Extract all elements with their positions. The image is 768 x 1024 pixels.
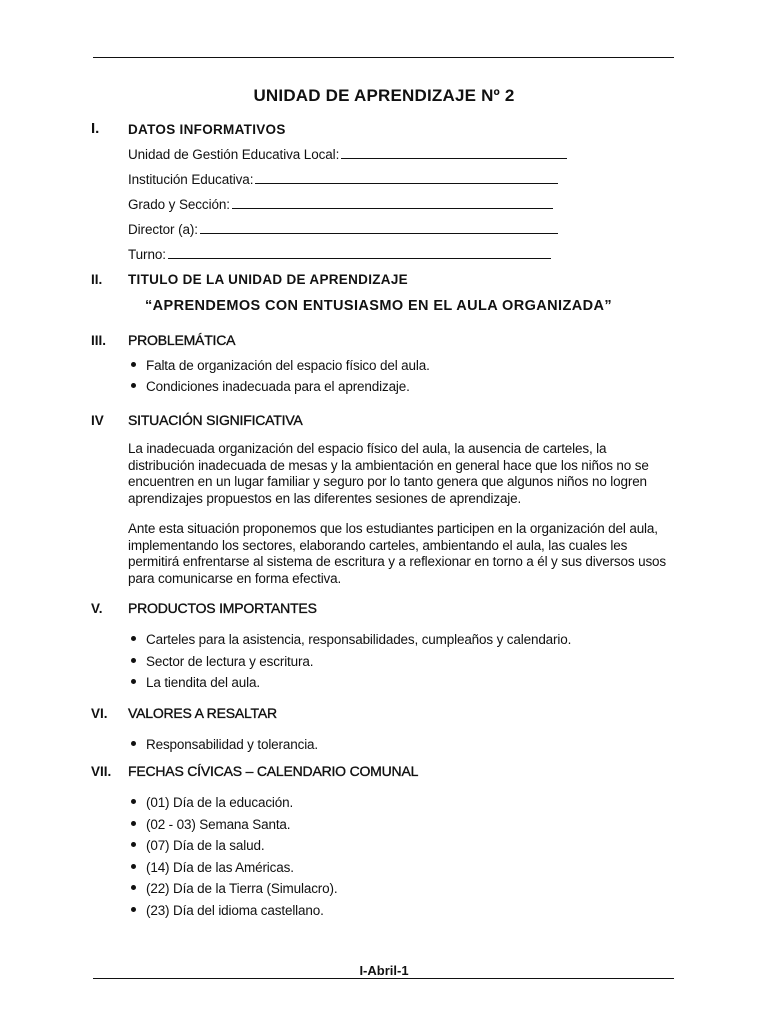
list-item: Falta de organización del espacio físico del aula.: [128, 355, 430, 376]
field-grado: [128, 197, 553, 212]
situacion-paragraph-1: La inadecuada organización del espacio físico del aula, la ausencia de carteles, la distribución inadecuada de mesas y la ambientación en general hace que los niños no se encuentren en un lugar familiar y seguro por lo tanto genera que algunos niños no logren aprendizajes propuestos en las diferentes sesiones de aprendizaje.: [128, 441, 649, 506]
situacion-paragraph-2: Ante esta situación proponemos que los estudiantes participen en la organización del aula, implementando los sectores, elaborando carteles, ambientando el aula, las cuales les permitirá enfrentarse al sistema de escritura y a reflexionar en torno a él y sus diversos usos para comunicarse en forma efectiva.: [128, 521, 666, 586]
list-item: Responsabilidad y tolerancia.: [128, 734, 318, 755]
list-item: (23) Día del idioma castellano.: [128, 900, 337, 922]
blank-line: [255, 173, 558, 184]
list-item: (14) Día de las Américas.: [128, 857, 337, 879]
section-number-situacion: IV: [91, 413, 104, 428]
field-label: Turno:: [128, 247, 166, 262]
section-heading-situacion: SITUACIÓN SIGNIFICATIVA: [128, 412, 303, 428]
list-item: Condiciones inadecuada para el aprendizaje.: [128, 376, 430, 397]
valores-list: [128, 734, 318, 755]
section-heading-fechas: FECHAS CÍVICAS – CALENDARIO COMUNAL: [128, 763, 419, 779]
section-number-valores: VI.: [91, 706, 108, 721]
productos-list: [128, 629, 571, 694]
unit-title: “APRENDEMOS CON ENTUSIASMO EN EL AULA ORGANIZADA”: [145, 298, 612, 314]
field-ugel: [128, 147, 567, 162]
field-label: Institución Educativa:: [128, 172, 254, 187]
field-label: Grado y Sección:: [128, 197, 230, 212]
section-heading-problematica: PROBLEMÁTICA: [128, 332, 236, 348]
blank-line: [341, 148, 567, 159]
list-item: Carteles para la asistencia, responsabilidades, cumpleaños y calendario.: [128, 629, 571, 651]
field-director: [128, 222, 558, 237]
header-rule: [93, 57, 674, 58]
section-number-titulo: II.: [91, 272, 103, 287]
footer-rule: [93, 978, 674, 979]
list-item: La tiendita del aula.: [128, 672, 571, 694]
list-item: Sector de lectura y escritura.: [128, 651, 571, 673]
section-heading-valores: VALORES A RESALTAR: [128, 705, 277, 721]
page-title: UNIDAD DE APRENDIZAJE Nº 2: [253, 86, 515, 105]
blank-line: [232, 198, 553, 209]
section-heading-productos: PRODUCTOS IMPORTANTES: [128, 600, 317, 616]
list-item: (07) Día de la salud.: [128, 835, 337, 857]
list-item: (22) Día de la Tierra (Simulacro).: [128, 878, 337, 900]
field-label: Unidad de Gestión Educativa Local:: [128, 147, 340, 162]
section-number-productos: V.: [91, 601, 103, 616]
section-heading-datos: DATOS INFORMATIVOS: [128, 122, 286, 137]
field-turno: [128, 247, 551, 262]
blank-line: [168, 248, 551, 259]
section-heading-titulo: TITULO DE LA UNIDAD DE APRENDIZAJE: [128, 272, 408, 287]
page-footer: I-Abril-1: [359, 963, 409, 978]
list-item: (01) Día de la educación.: [128, 792, 337, 814]
section-number-problematica: III.: [91, 333, 107, 348]
section-number-fechas: VII.: [91, 764, 112, 779]
blank-line: [200, 223, 558, 234]
field-label: Director (a):: [128, 222, 198, 237]
fechas-list: [128, 792, 337, 921]
problematica-list: [128, 355, 430, 397]
field-institucion: [128, 172, 558, 187]
section-number-datos: I.: [91, 120, 100, 137]
list-item: (02 - 03) Semana Santa.: [128, 814, 337, 836]
